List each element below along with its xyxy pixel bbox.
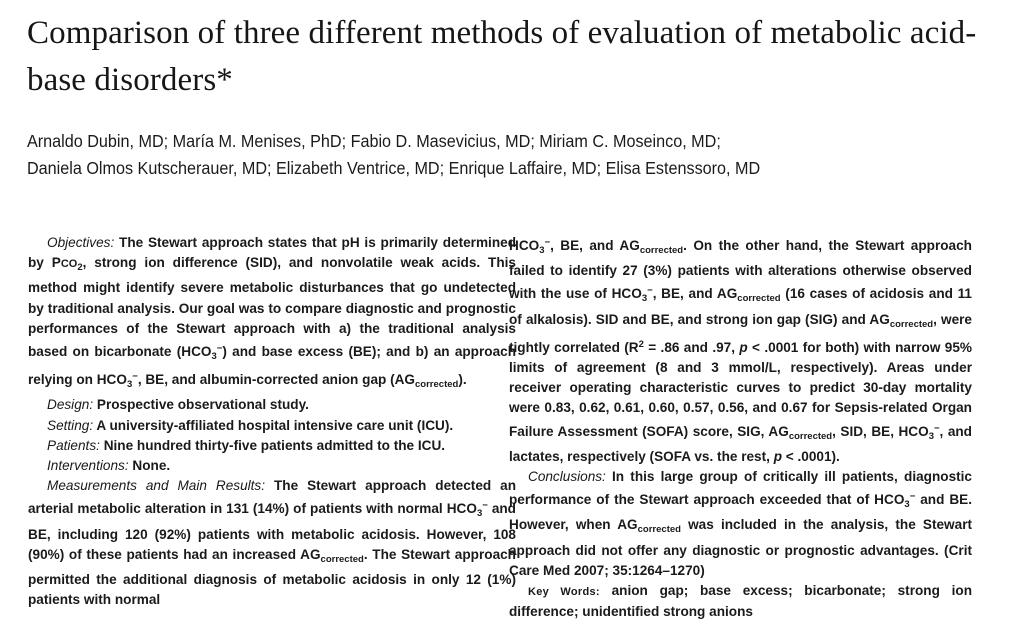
results-paragraph-part-1: Measurements and Main Results: The Stewart approach detected an arterial metabolic alteration in 131 (14%) of patients with normal $HCO_3^-$ and BE, including 120 (92%) patients with metabolic acidosis. However, 108 (90%) of these patients had an increased $AG_{corrected}$. The Stewart approach permitted the additional diagnosis of metabolic acidosis in only 12 (1%) patients with normal — [28, 478, 516, 608]
setting-text: A university-affiliated hospital intensive care unit (ICU). — [96, 417, 454, 433]
author-line-1: Arnaldo Dubin, MD; María M. Menises, PhD; Fabio D. Masevicius, MD; Miriam C. Moseinco, MD; — [27, 131, 721, 151]
results-label: Measurements and Main Results: — [47, 478, 266, 494]
conclusions-paragraph: Conclusions: In this large group of critically ill patients, diagnostic performance of the Stewart approach exceeded that of $HCO_3^-$ and BE. However, when $AG_{corrected}$ was included in the analysis, the Stewart approach did not offer any diagnostic or prognostic advantages. (Crit Care Med 2007; 35:1264–1270) — [509, 469, 973, 578]
author-list — [27, 128, 938, 182]
design-label: Design: — [47, 397, 94, 413]
setting-paragraph — [28, 416, 516, 436]
objectives-label: Objectives: — [47, 235, 115, 250]
interventions-text: None. — [132, 458, 171, 474]
abstract-right-column — [509, 233, 972, 622]
interventions-label: Interventions: — [47, 458, 129, 474]
patients-paragraph — [28, 436, 516, 456]
author-line-2: Daniela Olmos Kutscherauer, MD; Elizabeth Ventrice, MD; Enrique Laffaire, MD; Elisa Estenssoro, MD — [27, 158, 761, 178]
objectives-paragraph: Objectives: The Stewart approach states that pH is primarily determined by $PCO_2$, strong ion difference (SID), and nonvolatile weak acids. This method might identify severe metabolic disturbances that go undetected by traditional analysis. Our goal was to compare diagnostic and prognostic performances of the Stewart approach with a) the traditional analysis based on bicarbonate $(HCO_3^-)$ and base excess (BE); and b) an approach relying on $HCO_3^-$, BE, and albumin-corrected anion gap $(AG_{corrected})$. — [28, 235, 517, 391]
keywords-text: anion gap; base excess; bicarbonate; strong ion difference; unidentified strong anions — [509, 583, 973, 620]
interventions-paragraph — [28, 456, 516, 476]
design-paragraph — [28, 395, 516, 415]
setting-label: Setting: — [47, 417, 94, 433]
abstract-left-column — [28, 233, 516, 610]
patients-text: Nine hundred thirty-five patients admitted to the ICU. — [103, 437, 446, 453]
keywords-paragraph — [509, 581, 972, 622]
keywords-label: Key Words: — [528, 586, 600, 599]
results-paragraph-part-2: $HCO_3^-$, BE, and $AG_{corrected}$. On the other hand, the Stewart approach failed to identify 27 (3%) patients with alterations otherwise observed with the use of $HCO_3^-$, BE, and $AG_{corrected}$ (16 cases of acidosis and 11 of alkalosis). SID and BE, and strong ion gap (SIG) and $AG_{corrected}$, were tightly correlated ($R^2 = .86$ and .97, p < .0001 for both) with narrow 95% limits of agreement (8 and 3 mmol/L, respectively). Areas under receiver operating characteristic curves to predict 30-day mortality were 0.83, 0.62, 0.61, 0.60, 0.57, 0.56, and 0.67 for Sepsis-related Organ Failure Assessment (SOFA) score, SIG, $AG_{corrected}$, SID, BE, $HCO_3^-$, and lactates, respectively (SOFA vs. the rest, p < .0001). — [509, 237, 972, 464]
article-title: Comparison of three different methods of evaluation of metabolic acid-base disorders* — [27, 15, 977, 98]
conclusions-label: Conclusions: — [528, 469, 606, 485]
patients-label: Patients: — [47, 437, 100, 453]
design-text: Prospective observational study. — [96, 397, 309, 413]
